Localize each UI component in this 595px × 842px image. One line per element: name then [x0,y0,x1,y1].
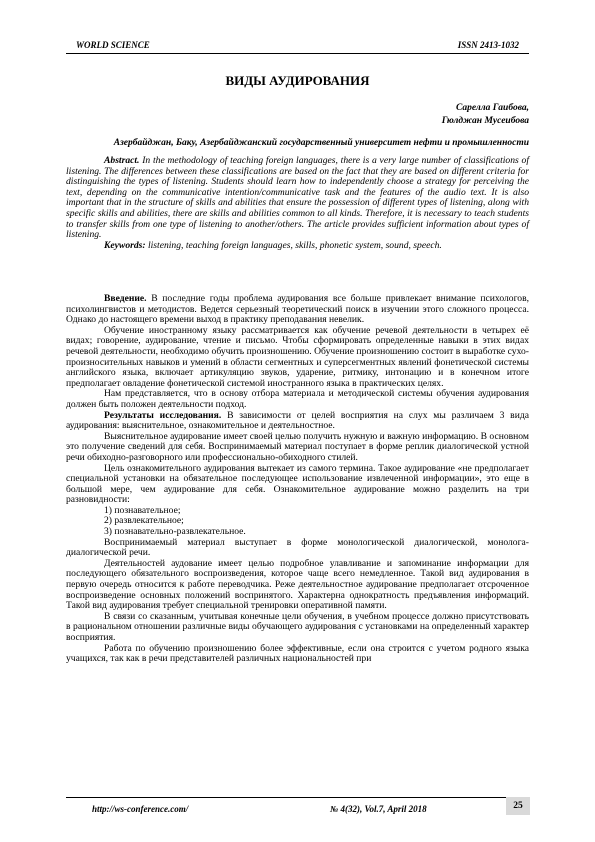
abstract [66,156,529,251]
website-url[interactable]: http://ws-conference.com/ [92,804,189,814]
keywords-paragraph [66,241,529,252]
issue-info: № 4(32), Vol.7, April 2018 [330,804,427,814]
author-2: Гюлджан Мусеибова [441,116,529,126]
author-1: Сарелла Гаибова, [456,103,529,113]
paragraph: Выяснительное аудирование имеет своей целью получить нужную и важную информацию. В основном это получение сведений для себя. Воспринимаемый материал поступает в форме реплик диалогической устной речи обиходно-разговорного или профессионально-обиходного стилей. [66,430,529,463]
paragraph: Воспринимаемый материал выступает в форме монологической диалогической, монолога-диалогической речи. [66,536,529,559]
header-rule [66,53,529,54]
abstract-paragraph [66,156,529,241]
list-item: 1) познавательное; [104,504,181,516]
paragraph: Обучение иностранному языку рассматривается как обучение речевой деятельности в четырех её видах; говорение, аудирование, чтение и письмо. Чтобы сформировать определенные навыки в этих видах речевой деятельности, необходимо обучить произношению. Обучение произношению состоит в выработке сухо-произносительных навыков и умений в области сегментных и суперсегментных явлений фонетической системы английского языка, включает артикуляцию звуков, ударение, ритмику, интонацию и в конечном итоге предполагает овладение фонетической системой иностранного языка в практических целях. [66,324,529,389]
paragraph-introduction [66,294,529,326]
paragraph: Цель ознакомительного аудирования вытекает из самого термина. Такое аудирование «не предполагает специальной установки на обязательное последующее использование извлеченной информации», это еще в большой мере, чем аудирование для себя. Ознакомительное аудирование можно разделить на три разновидности: [66,462,529,506]
page-number: 25 [506,797,530,815]
article-title: ВИДЫ АУДИРОВАНИЯ [225,73,370,88]
abstract-text: In the methodology of teaching foreign languages, there is a very large number of classifications of listening. The differences between these classifications are based on the fact that they are based on different criteria for distinguishing the types of listening. Students should learn how to independently choose a strategy for perceiving the text, depending on the communicative intention/communicative task and the features of the audio text. It is also important that in the structure of skills and abilities that ensure the possession of different types of listening, along with specific skills and abilities, there are skills and abilities common to all kinds. Therefore, it is necessary to teach students to transfer skills from one type of listening to another/others. The article provides sufficient information about types of listening. [66,155,529,241]
paragraph: Нам представляется, что в основу отбора материала и методической системы обучения аудирования должен быть положен деятельности подход. [66,388,529,410]
introduction-heading: Введение. [104,293,147,304]
keywords-text: listening, teaching foreign languages, skills, phonetic system, sound, speech. [145,239,442,251]
paragraph: В связи со сказанным, учитывая конечные цели обучения, в учебном процессе должно присутствовать в рациональном отношении различные виды обучающего аудирования с установками на определенный характер восприятия. [66,610,529,643]
paragraph-results [66,411,529,432]
abstract-label: Abstract. [104,155,140,166]
paragraph: Деятельностей аудование имеет целью подробное улавливание и запоминание информации для последующего обязательного воспроизведения, которое чаще всего немедленное. Такой вид аудирования в первую очередь относится к работе переводчика. Реже деятельностное аудирование предполагает отсроченное воспроизведение основных положений воспринятого. Характерна однократность предъявления информаций. Такой вид аудирования требует специальной тренировки оперативной памяти. [66,557,529,612]
introduction-text: В последние годы проблема аудирования все больше привлекает внимание психологов, психолингвистов и методистов. Ведется серьезный теоретический поиск в изучении этого сложного процесса. Однако до настоящего времени выход в практику преподавания невелик. [66,293,529,326]
paragraph: Работа по обучению произношению более эффективные, если она строится с учетом родного языка учащихся, так как в речи представителей различных национальностей при [66,642,529,665]
issn: ISSN 2413-1032 [457,40,519,50]
results-heading: Результаты исследования. [104,409,222,421]
article-body [66,294,529,665]
results-text: В зависимости от целей восприятия на слух мы различаем 3 вида аудирования: выяснительное, ознакомительное и деятельностное. [66,409,529,432]
footer-rule [66,797,529,798]
list-item: 2) развлекательное; [104,515,184,527]
keywords-label: Keywords: [104,239,146,251]
affiliation: Азербайджан, Баку, Азербайджанский государственный университет нефти и промышленности [113,138,529,148]
list-item: 3) познавательно-развлекательное. [104,526,246,538]
journal-name: WORLD SCIENCE [76,40,150,50]
